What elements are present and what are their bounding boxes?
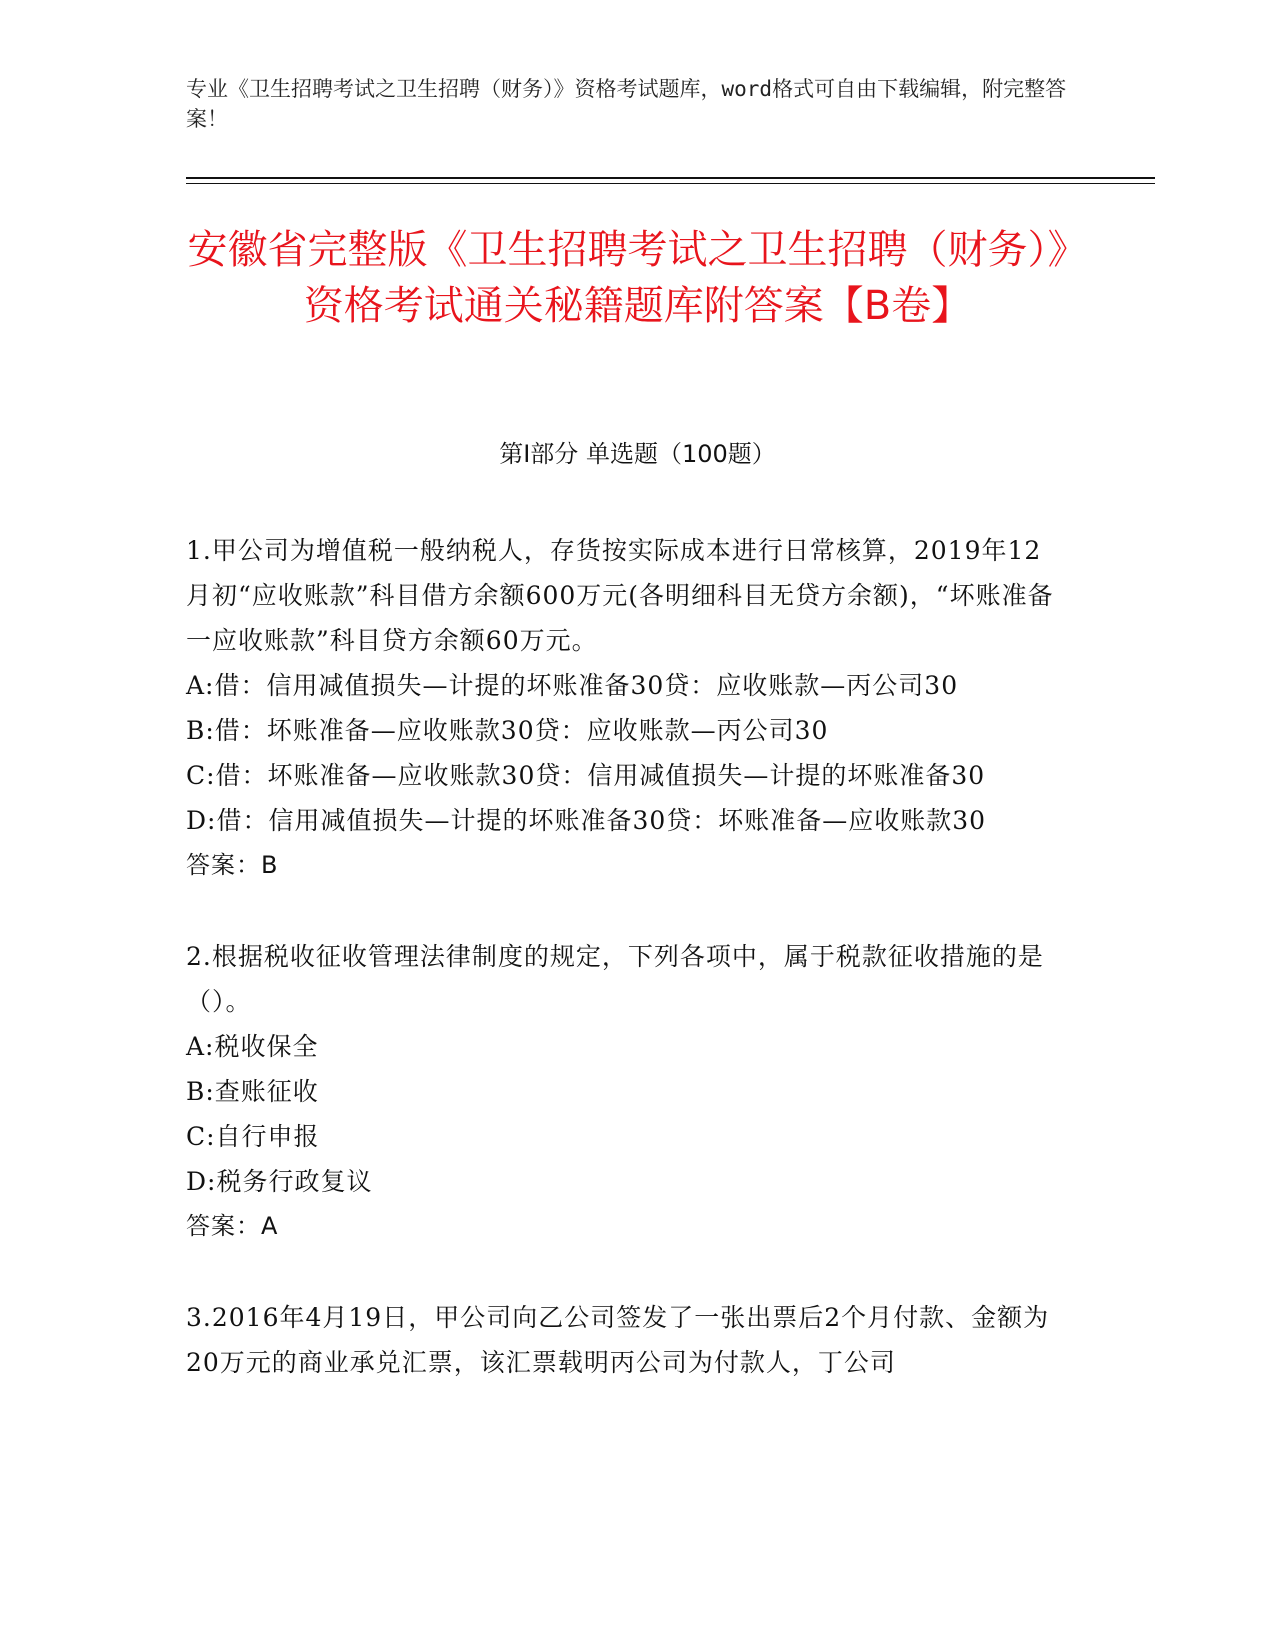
- option-c: C:借：坏账准备—应收账款30贷：信用减值损失—计提的坏账准备30: [186, 761, 986, 790]
- question-3: [186, 1295, 1066, 1385]
- question-stem: 2.根据税收征收管理法律制度的规定，下列各项中，属于税款征收措施的是（）。: [186, 942, 1044, 1016]
- answer: 答案：B: [186, 851, 279, 879]
- option-a: A:借：信用减值损失—计提的坏账准备30贷：应收账款—丙公司30: [186, 671, 959, 700]
- question-2: [186, 934, 1066, 1249]
- question-stem: 1.甲公司为增值税一般纳税人，存货按实际成本进行日常核算，2019年12月初“应收账款”科目借方余额600万元(各明细科目无贷方余额)，“坏账准备一应收账款”科目贷方余额60万元。: [186, 536, 1054, 655]
- question-list: [186, 528, 1066, 1431]
- header-divider-thick: [186, 177, 1155, 179]
- document-title: 安徽省完整版《卫生招聘考试之卫生招聘（财务）》资格考试通关秘籍题库附答案【B卷】: [187, 227, 1088, 329]
- option-b: B:查账征收: [186, 1077, 319, 1106]
- header-note: 专业《卫生招聘考试之卫生招聘（财务）》资格考试题库，word格式可自由下载编辑，附完整答案！: [186, 77, 1067, 131]
- section-heading: 第Ⅰ部分 单选题（100题）: [499, 440, 776, 468]
- header-divider-thin: [186, 183, 1155, 184]
- option-d: D:税务行政复议: [186, 1167, 373, 1196]
- question-1: [186, 528, 1066, 888]
- question-stem: 3.2016年4月19日，甲公司向乙公司签发了一张出票后2个月付款、金额为20万元的商业承兑汇票，该汇票载明丙公司为付款人，丁公司: [186, 1303, 1050, 1377]
- option-c: C:自行申报: [186, 1122, 320, 1151]
- option-a: A:税收保全: [186, 1032, 319, 1061]
- answer: 答案：A: [186, 1212, 279, 1240]
- option-b: B:借：坏账准备—应收账款30贷：应收账款—丙公司30: [186, 716, 829, 745]
- option-d: D:借：信用减值损失—计提的坏账准备30贷：坏账准备—应收账款30: [186, 806, 987, 835]
